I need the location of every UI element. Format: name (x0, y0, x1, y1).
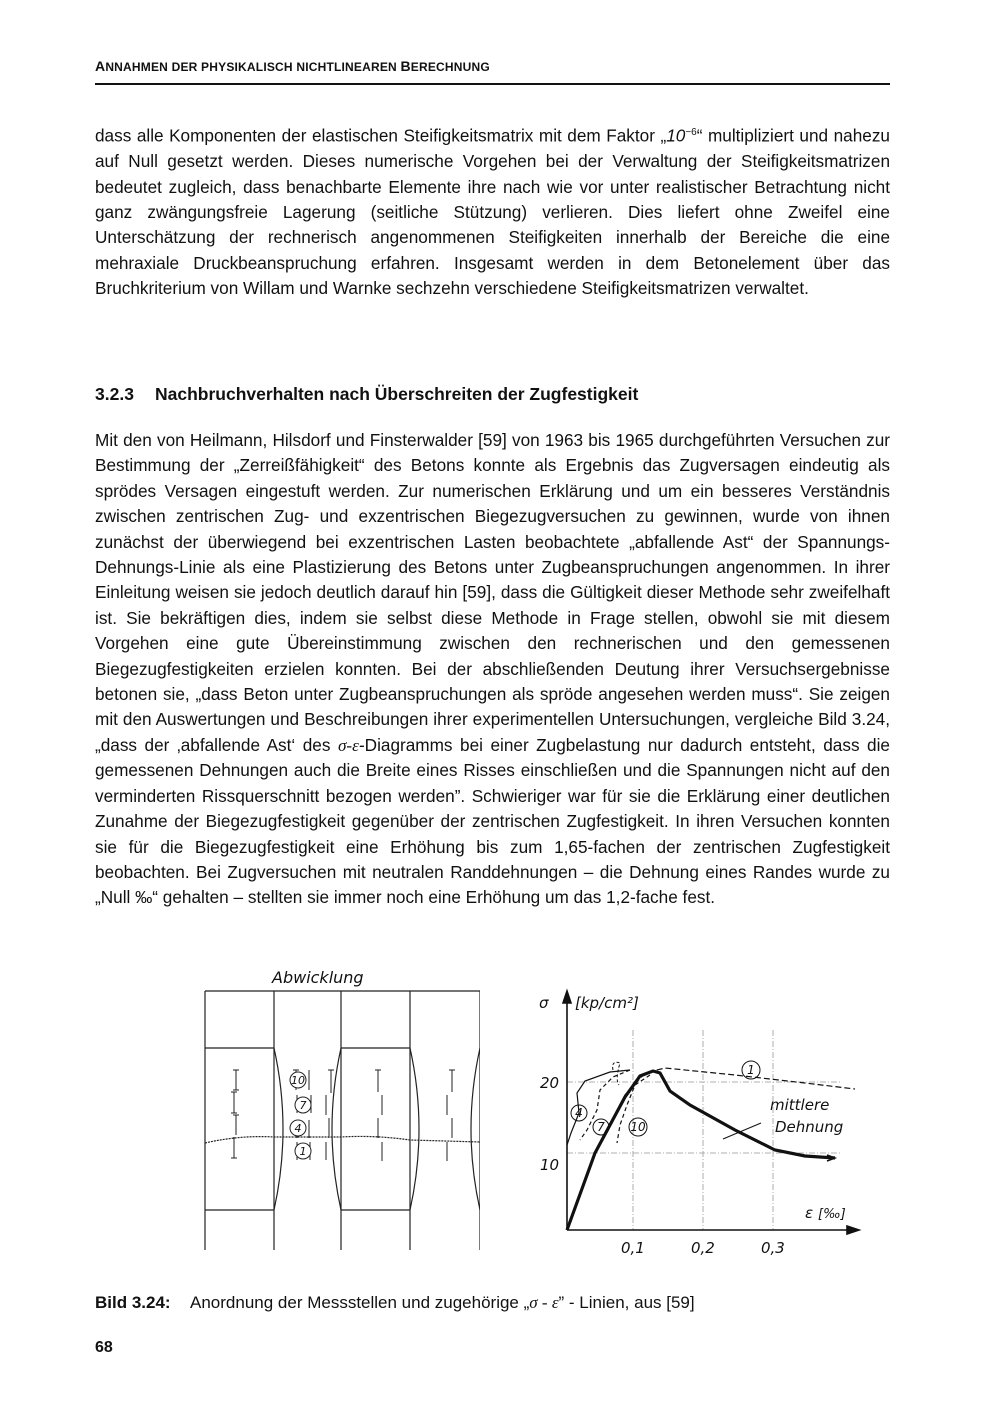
y-axis-unit: [kp/cm²] (575, 994, 639, 1012)
figure-stress-strain-chart (535, 985, 870, 1270)
x-axis-symbol: ε (805, 1204, 814, 1222)
annotation-mittlere: mittlere (770, 1096, 830, 1114)
section-number: 3.2.3 (95, 384, 134, 404)
figure-caption (95, 1293, 695, 1313)
curve-label-4: 4 (575, 1106, 583, 1120)
section-title: Nachbruchverhalten nach Überschreiten der Zugfestigkeit (155, 384, 639, 404)
curve-label-1: 1 (747, 1063, 755, 1077)
paragraph-2-text-b: -Diagramms bei einer Zugbelastung nur dadurch entsteht, dass die gemessenen Dehnungen auch die Breite eines Risses einschließen und die Spannungen nicht auf den verminderten Rissquerschnitt bezogen werden”. Schwieriger war für sie die Erklärung einer deutlichen Zunahme der Biegezugfestigkeit gegenüber der zentrischen Zugfestigkeit. In ihren Versuchen konnten sie für die Biegezugfestigkeit eine Erhöhung bis zum 1,65-fachen der zentrischen Zugfestigkeit beobachten. Bei Zugversuchen mit neutralen Randdehnungen – die Dehnung eines Randes wurde zu „Null ‰“ gehalten – stellten sie immer noch eine Erhöhung um das 1,2-fache fest. (95, 734, 890, 908)
y-axis-symbol: σ (539, 994, 549, 1012)
header-rule (95, 83, 890, 85)
figure-specimen-layout (200, 965, 480, 1255)
gauge-label-10: 10 (291, 1074, 305, 1087)
x-tick-0-3: 0,3 (761, 1239, 785, 1257)
gauge-label-1: 1 (299, 1145, 307, 1158)
annotation-dehnung: Dehnung (775, 1118, 844, 1136)
gauge-label-4: 4 (294, 1122, 302, 1135)
y-tick-10: 10 (540, 1156, 560, 1174)
running-header-initial-2: B (400, 58, 411, 74)
gauge-label-7: 7 (299, 1099, 307, 1112)
sigma-epsilon-symbol: σ-ε (337, 735, 359, 755)
paragraph-1-text-b: “ multipliziert und nahezu auf Null gesetzt werden. Dieses numerische Vorgehen bei der Verwaltung der Steifigkeitsmatrizen bedeutet zugleich, dass benachbarte Elemente ihre nach wie vor unter realistischer Betrachtung nicht ganz zwängungsfreie Lagerung (seitliche Stützung) verlieren. Dies liefert ohne Zweifel eine Unterschätzung der rechnerisch angenommenen Steifigkeiten innerhalb der Bereiche die eine mehraxiale Druckbeanspruchung erfahren. Insgesamt werden in dem Betonelement über das Bruchkriterium von Willam und Warnke sechzehn verschiedene Steifigkeitsmatrizen verwaltet. (95, 125, 890, 299)
caption-symbol: σ - ε (529, 1293, 559, 1312)
x-tick-0-1: 0,1 (621, 1239, 645, 1257)
x-tick-0-2: 0,2 (691, 1239, 715, 1257)
curve-label-7: 7 (597, 1120, 605, 1134)
curve-label-10: 10 (630, 1120, 646, 1134)
factor-exponent: −6 (685, 127, 697, 138)
series-mittlere-dehnung (567, 1071, 835, 1230)
caption-label: Bild 3.24: (95, 1293, 171, 1312)
caption-text-a: Anordnung der Messstellen und zugehörige „ (190, 1293, 530, 1312)
running-header-text-2: ERECHNUNG (410, 60, 490, 74)
section-heading (95, 384, 638, 405)
stress-strain-plot (535, 985, 870, 1265)
running-header-text-1: NNAHMEN DER PHYSIKALISCH NICHTLINEAREN (105, 60, 401, 74)
paragraph-2-text-a: Mit den von Heilmann, Hilsdorf und Finsterwalder [59] von 1963 bis 1965 durchgeführten Versuchen zur Bestimmung der „Zerreißfähigkeit“ des Betons konnte als Ergebnis das Zugversagen eindeutig als sprödes Versagen eingestuft werden. Zur numerischen Erklärung und um ein besseres Verständnis zwischen zentrischen Zug- und exzentrischen Biegezugversuchen zu gewinnen, wurde von ihnen zunächst der überwiegend bei exzentrischen Lasten beobachtete „abfallende Ast“ der Spannungs-Dehnungs-Linie als eine Plastizierung des Betons unter Zugbeanspruchungen angenommen. In ihrer Einleitung weisen sie jedoch deutlich darauf hin [59], dass die Gültigkeit dieser Methode sehr zweifelhaft ist. Sie bekräftigen dies, indem sie selbst diese Methode in Frage stellen, obwohl sie mit diesem Vorgehen eine gute Übereinstimmung zwischen den rechnerischen und den gemessenen Biegezugfestigkeiten erzielen konnten. Bei der abschließenden Deutung ihrer Versuchsergebnisse betonen sie, „dass Beton unter Zugbeanspruchungen als spröde angesehen werden muss“. Sie zeigen mit den Auswertungen und Beschreibungen ihrer experimentellen Untersuchungen, vergleiche Bild 3.24, „dass der ‚abfallende Ast‘ des (95, 430, 890, 755)
y-tick-20: 20 (540, 1074, 560, 1092)
figure-left-title: Abwicklung (272, 968, 364, 987)
running-header (95, 58, 890, 74)
specimen-drawing (200, 965, 480, 1250)
page-number: 68 (95, 1339, 113, 1356)
paragraph-2 (95, 428, 890, 911)
paragraph-1 (95, 120, 890, 302)
paragraph-1-text-a: dass alle Komponenten der elastischen Steifigkeitsmatrix mit dem Faktor „ (95, 125, 667, 146)
running-header-initial-1: A (95, 58, 106, 74)
caption-text-b: ” - Linien, aus [59] (558, 1293, 695, 1312)
factor-base: 10 (666, 125, 686, 146)
x-axis-unit: [‰] (818, 1207, 846, 1222)
